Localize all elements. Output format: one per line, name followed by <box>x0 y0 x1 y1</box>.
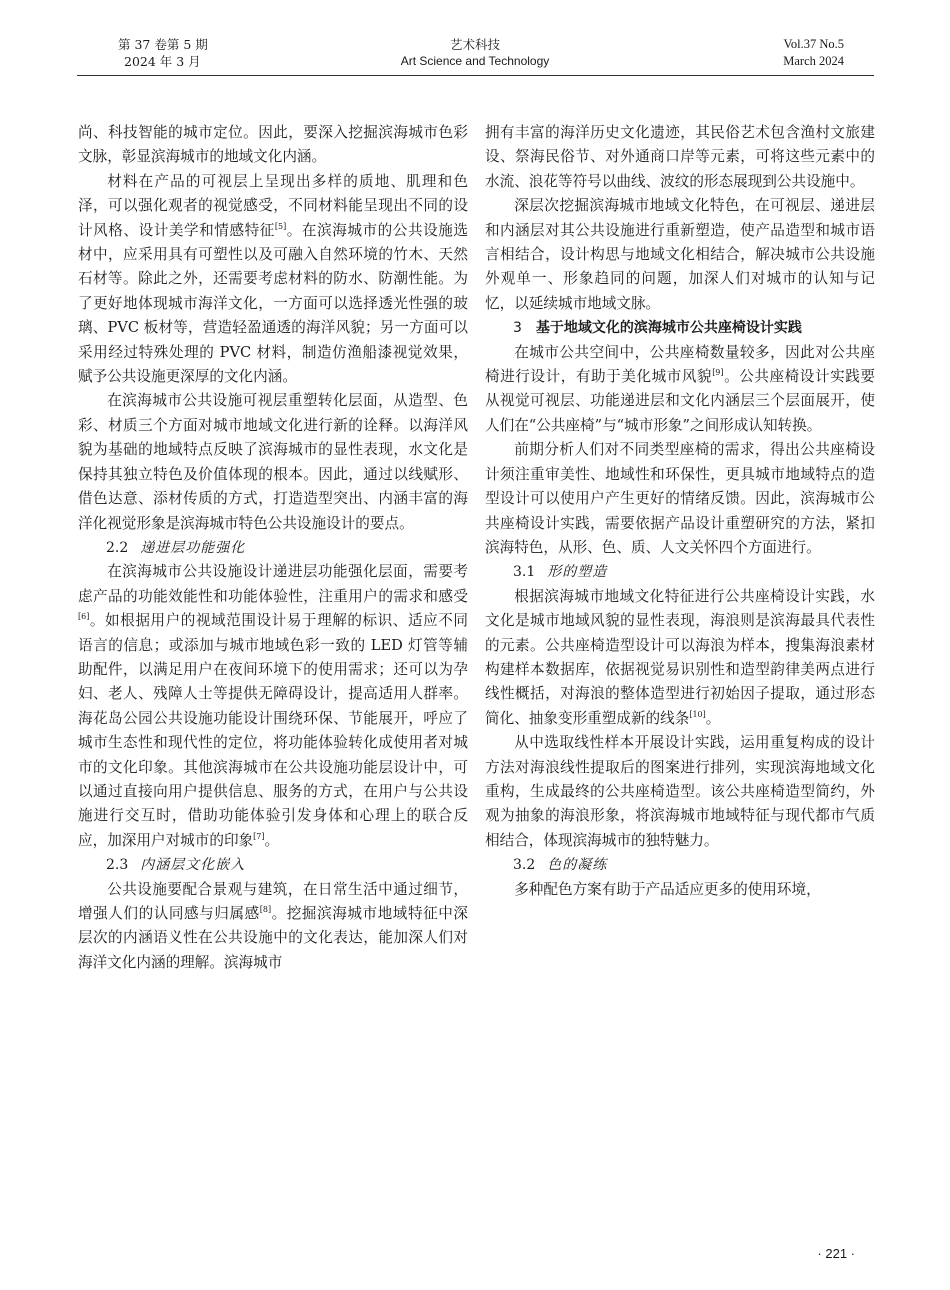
paragraph: 多种配色方案有助于产品适应更多的使用环境， <box>514 880 821 898</box>
paragraph: 尚、科技智能的城市定位。因此，要深入挖掘滨海城市色彩文脉，彰显滨海城市的地域文化内涵。 <box>78 124 468 166</box>
journal-name-cn: 艺术科技 <box>449 37 500 52</box>
paragraph: 材料在产品的可视层上呈现出多样的质地、肌理和色泽，可以强化观者的视觉感受，不同材料能呈现出不同的设计风格、设计美学和情感特征[5]。在滨海城市的公共设施选材中，应采用具有可塑性以及可融入自然环境的竹木、天然石材等。除此之外，还需要考虑材料的防水、防潮性能。为了更好地体现城市海洋文化，一方面可以选择透光性强的玻璃、PVC 板材等，营造轻盈通透的海洋风貌；另一方面可以采用经过特殊处理的 PVC 材料，制造仿渔船漆视觉效果，赋予公共设施更深厚的文化内涵。 <box>78 172 468 386</box>
citation: [9] <box>712 368 724 378</box>
section-heading-2-3: 2.3 内涵层文化嵌入 <box>106 857 246 874</box>
paragraph: 在城市公共空间中，公共座椅数量较多，因此对公共座椅进行设计，有助于美化城市风貌[9]。公共座椅设计实践要从视觉可视层、功能递进层和文化内涵层三个层面展开，使人们在“公共座椅”与“城市形象”之间形成认知转换。 <box>485 343 875 434</box>
header-rule <box>77 75 874 76</box>
paragraph: 深层次挖掘滨海城市地域文化特色，在可视层、递进层和内涵层对其公共设施进行重新塑造，使产品造型和城市语言相结合，设计构思与地域文化相结合，解决城市公共设施外观单一、形象趋同的问题，加深人们对城市的认知与记忆，以延续城市地域文脉。 <box>485 197 875 312</box>
left-column <box>78 121 468 975</box>
journal-name-en: Art Science and Technology <box>400 54 550 68</box>
volume-issue-cn: 第 37 卷第 5 期 <box>118 37 208 52</box>
citation: [6] <box>78 612 90 622</box>
header-right <box>783 36 844 70</box>
paragraph: 在滨海城市公共设施设计递进层功能强化层面，需要考虑产品的功能效能性和功能体验性，注重用户的需求和感受[6]。如根据用户的视域范围设计易于理解的标识、适应不同语言的信息；或添加与城市地域色彩一致的 LED 灯管等辅助配件，以满足用户在夜间环境下的使用需求；还可以为孕妇、老人、残障人士等提供无障碍设计，提高适用人群率。海花岛公园公共设施功能设计围绕环保、节能展开，呼应了城市生态性和现代性的定位，将功能体验转化成使用者对城市的文化印象。其他滨海城市在公共设施功能层设计中，可以通过直接向用户提供信息、服务的方式，在用户与公共设施进行交互时，借助功能体验引发身体和心理上的联合反应，加深用户对城市的印象[7]。 <box>78 563 468 849</box>
paragraph: 拥有丰富的海洋历史文化遗迹，其民俗艺术包含渔村文旅建设、祭海民俗节、对外通商口岸等元素，可将这些元素中的水流、浪花等符号以曲线、波纹的形态展现到公共设施中。 <box>485 124 875 190</box>
paragraph: 根据滨海城市地域文化特征进行公共座椅设计实践，水文化是城市地域风貌的显性表现，海浪则是滨海最具代表性的元素。公共座椅造型设计可以海浪为样本，搜集海浪素材构建样本数据库，依据视觉易识别性和造型韵律美两点进行线性概括，对海浪的整体造型进行初始因子提取，通过形态简化、抽象变形重塑成新的线条[10]。 <box>485 587 875 727</box>
citation: [5] <box>274 221 287 231</box>
page-header <box>0 36 950 76</box>
date-cn: 2024 年 3 月 <box>124 54 201 69</box>
date-en: March 2024 <box>783 54 844 68</box>
citation: [8] <box>259 905 272 915</box>
page-number: · 221 · <box>817 1246 855 1261</box>
citation: [7] <box>253 831 265 841</box>
citation: [10] <box>689 709 706 719</box>
paragraph: 从中选取线性样本开展设计实践，运用重复构成的设计方法对海浪线性提取后的图案进行排列，实现滨海地域文化重构，生成最终的公共座椅造型。该公共座椅造型简约，外观为抽象的海浪形象，将滨海城市地域特征与现代都市气质相结合，体现滨海城市的独特魅力。 <box>485 734 875 849</box>
paragraph: 前期分析人们对不同类型座椅的需求，得出公共座椅设计须注重审美性、地域性和环保性，更具城市地域特点的造型设计可以使用户产生更好的情绪反馈。因此，滨海城市公共座椅设计实践，需要依据产品设计重塑研究的方法，紧扣滨海特色，从形、色、质、人文关怀四个方面进行。 <box>485 441 875 556</box>
paragraph: 在滨海城市公共设施可视层重塑转化层面，从造型、色彩、材质三个方面对城市地域文化进行新的诠释。以海洋风貌为基础的地域特点反映了滨海城市的显性表现，水文化是保持其独立特色及价值体现的根本。因此，通过以线赋形、借色达意、添材传质的方式，打造造型突出、内涵丰富的海洋化视觉形象是滨海城市特色公共设施设计的要点。 <box>78 392 468 532</box>
section-heading-3-2: 3.2 色的凝练 <box>513 857 608 874</box>
right-column <box>485 121 875 902</box>
section-heading-3-1: 3.1 形的塑造 <box>513 564 608 581</box>
section-heading-3: 3 基于地域文化的滨海城市公共座椅设计实践 <box>513 320 802 337</box>
section-heading-2-2: 2.2 递进层功能强化 <box>106 539 246 556</box>
paragraph: 公共设施要配合景观与建筑，在日常生活中通过细节，增强人们的认同感与归属感[8]。挖掘滨海城市地域特征中深层次的内涵语义性在公共设施中的文化表达，能加深人们对海洋文化内涵的理解。滨海城市 <box>78 880 468 971</box>
volume-issue-en: Vol.37 No.5 <box>783 37 844 51</box>
